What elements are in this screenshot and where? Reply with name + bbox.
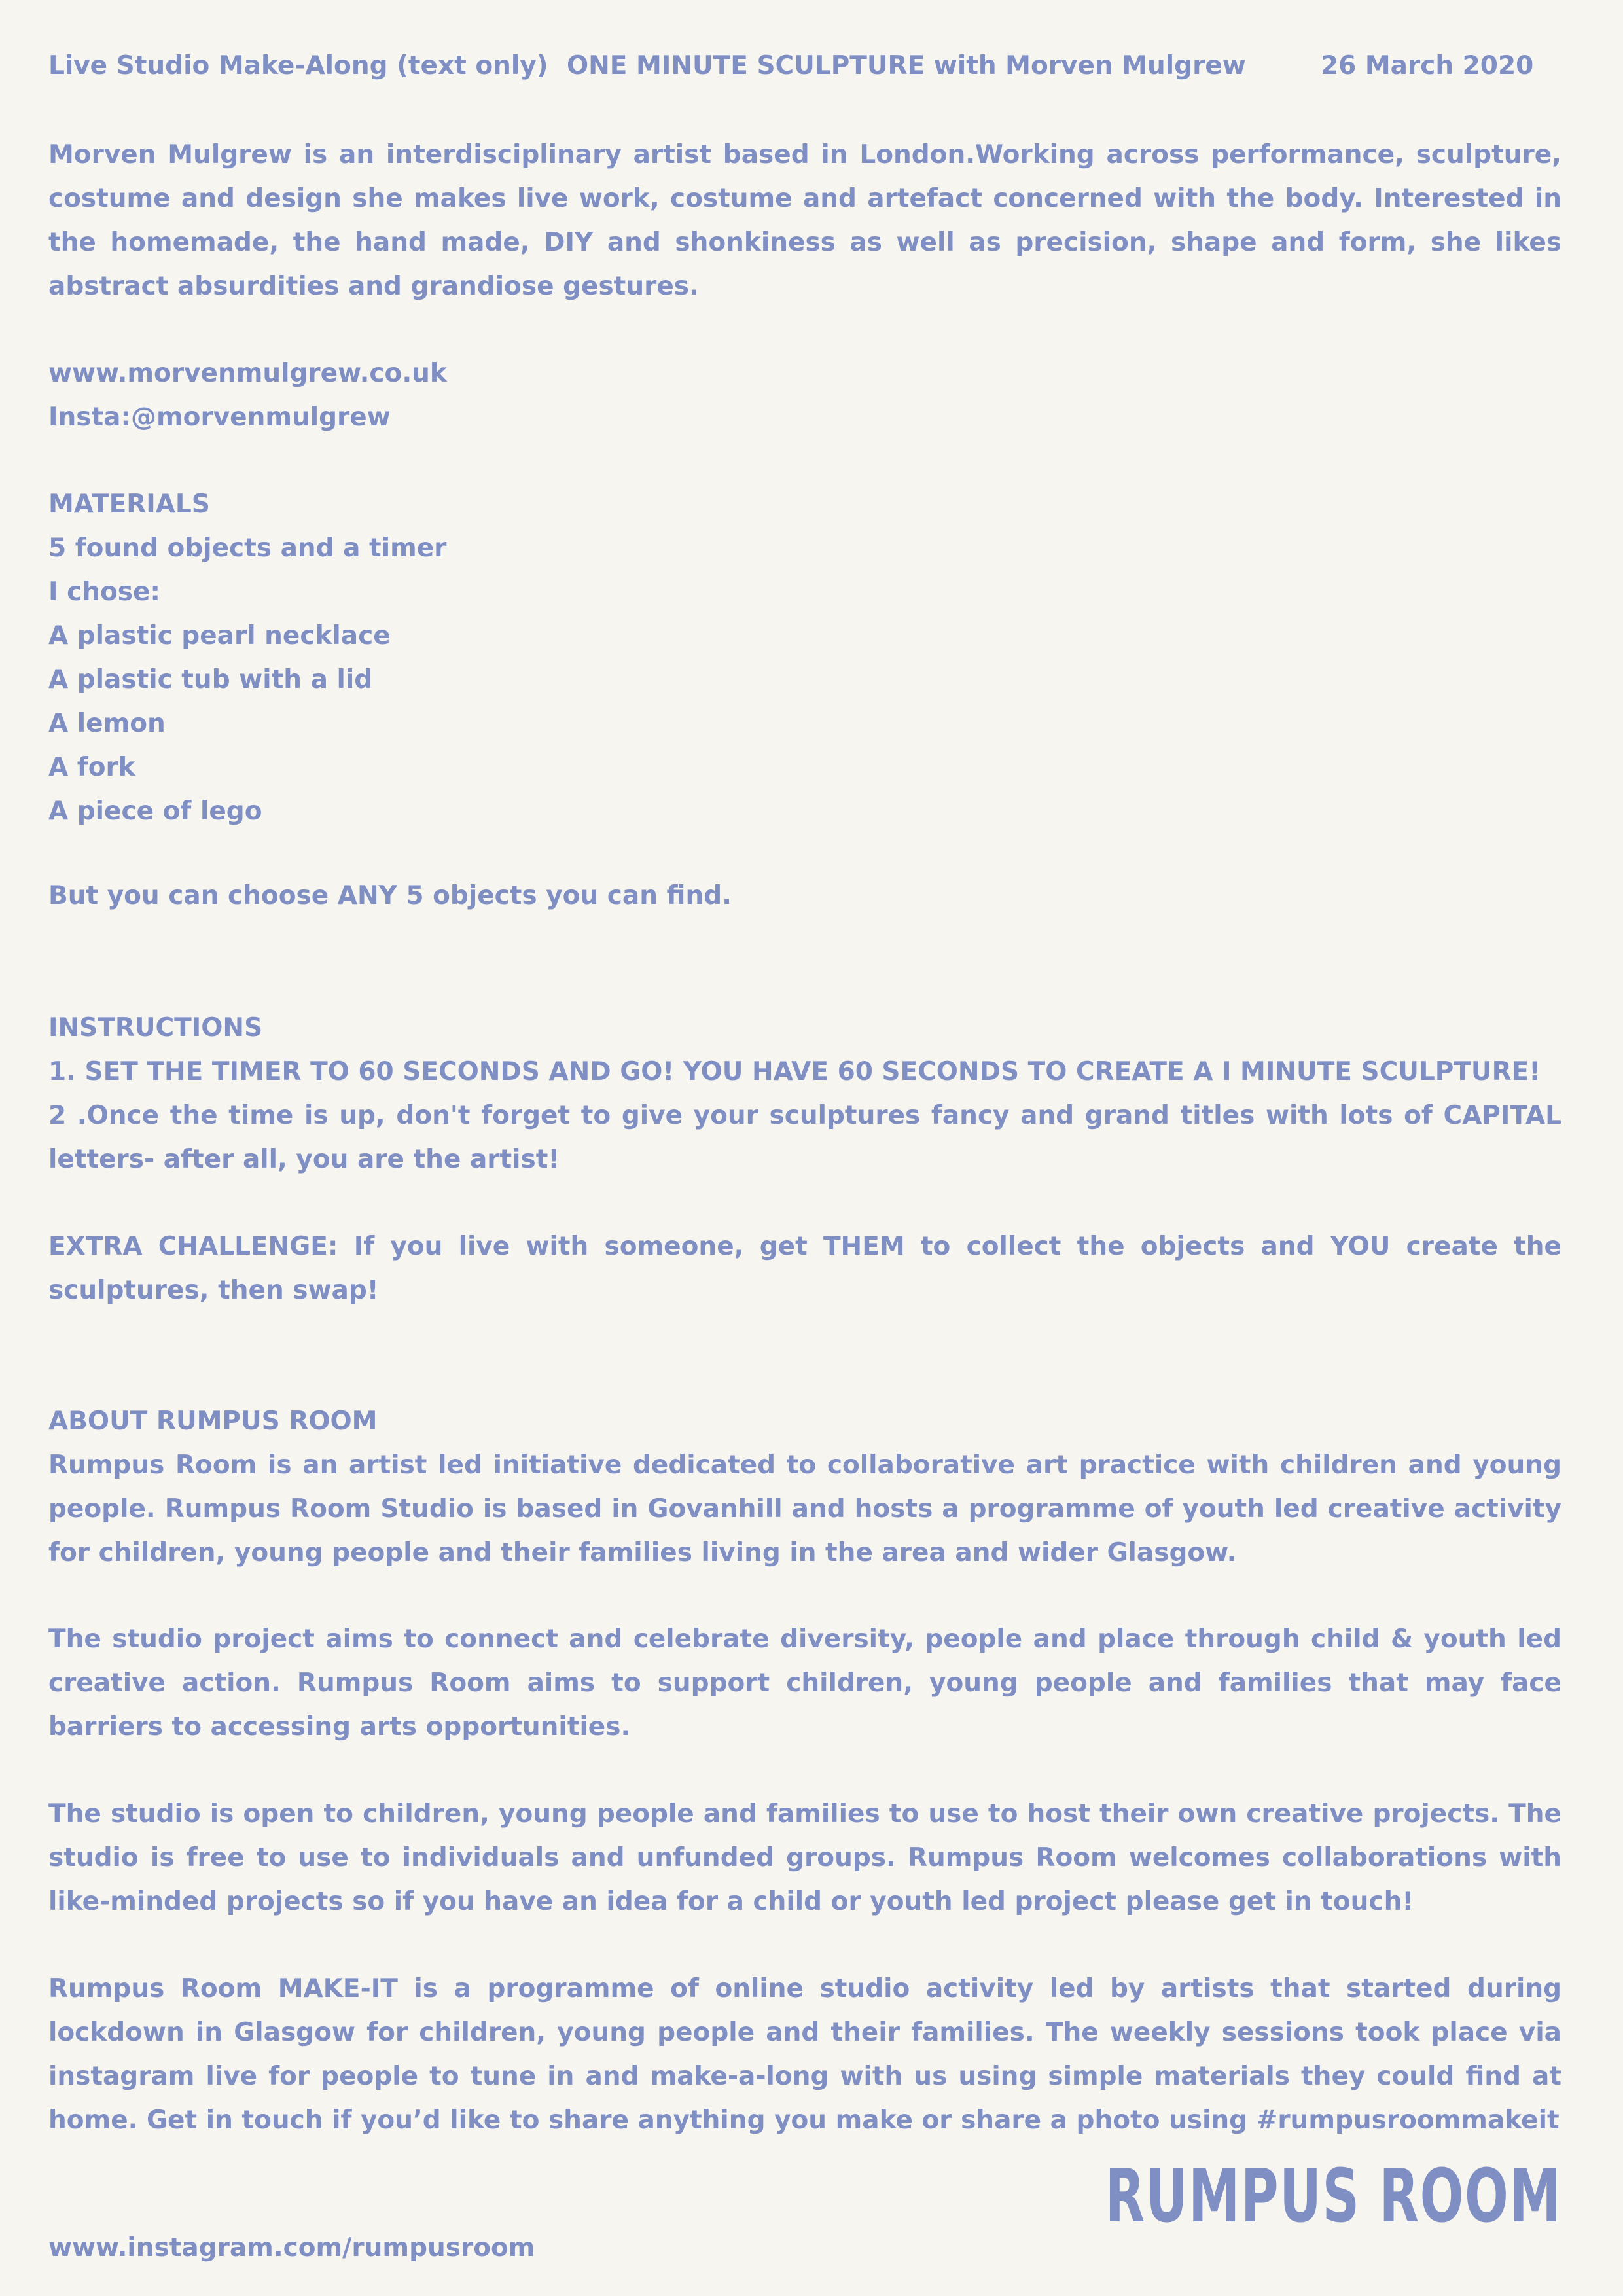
instructions-section: [48, 1006, 1561, 1181]
materials-section: [48, 482, 1561, 833]
extra-challenge-section: [48, 1225, 1561, 1312]
materials-line: A plastic tub with a lid: [48, 665, 373, 694]
about-heading: ABOUT RUMPUS ROOM: [48, 1407, 378, 1436]
about-paragraph-3-section: [48, 1792, 1561, 1924]
materials-line: A plastic pearl necklace: [48, 621, 391, 651]
about-section: [48, 1399, 1561, 1575]
website-link[interactable]: www.morvenmulgrew.co.uk: [48, 359, 447, 388]
about-paragraph-4: Rumpus Room MAKE-IT is a programme of online studio activity led by artists that started during lockdown in Glasgow for children, young people and their families. The weekly sessions took place via instagram live for people to tune in and make-a-long with us using simple materials they could find at home. Get in touch if you’d like to share anything you make or share a photo using #rumpusroommakeit: [48, 1974, 1561, 2135]
header-session-type: Live Studio Make-Along (text only): [48, 51, 548, 81]
header-date: 26 March 2020: [1321, 51, 1534, 81]
instructions-heading: INSTRUCTIONS: [48, 1013, 263, 1043]
materials-line: A piece of lego: [48, 797, 262, 826]
materials-line: A lemon: [48, 709, 166, 738]
materials-line: 5 found objects and a timer: [48, 533, 447, 563]
materials-line: I chose:: [48, 577, 161, 607]
about-paragraph-2-section: [48, 1617, 1561, 1749]
intro-paragraph: Morven Mulgrew is an interdisciplinary artist based in London.Working across performance, sculpture, costume and design she makes live work, costume and artefact concerned with the body. Interested in the homemade, the hand made, DIY and shonkiness as well as precision, shape and form, she likes abstract absurdities and grandiose gestures.: [48, 140, 1561, 301]
materials-note: But you can choose ANY 5 objects you can find.: [48, 881, 732, 910]
footer: [48, 2226, 1561, 2270]
materials-line: A fork: [48, 753, 135, 782]
instruction-step-1: 1. SET THE TIMER TO 60 SECONDS AND GO! YOU HAVE 60 SECONDS TO CREATE A I MINUTE SCULPTURE!: [48, 1057, 1541, 1086]
links-section: [48, 351, 1561, 439]
rumpus-room-logo: RUMPUS ROOM: [1105, 2154, 1561, 2239]
about-paragraph-1: Rumpus Room is an artist led initiative dedicated to collaborative art practice with children and young people. Rumpus Room Studio is based in Govanhill and hosts a programme of youth led creative activity for children, young people and their families living in the area and wider Glasgow.: [48, 1450, 1561, 1568]
extra-challenge: EXTRA CHALLENGE: If you live with someone, get THEM to collect the objects and YOU create the sculptures, then swap!: [48, 1232, 1561, 1305]
header-title: ONE MINUTE SCULPTURE with Morven Mulgrew: [567, 51, 1246, 81]
instagram-link[interactable]: www.instagram.com/rumpusroom: [48, 2233, 535, 2263]
instruction-step-2: 2 .Once the time is up, don't forget to give your sculptures fancy and grand titles with lots of CAPITAL letters- after all, you are the artist!: [48, 1101, 1561, 1174]
materials-note-section: [48, 874, 1561, 918]
instagram-handle[interactable]: Insta:@morvenmulgrew: [48, 403, 391, 432]
intro-section: [48, 133, 1561, 308]
about-paragraph-2: The studio project aims to connect and celebrate diversity, people and place through child & youth led creative action. Rumpus Room aims to support children, young people and families that may face barriers to accessing arts opportunities.: [48, 1624, 1561, 1742]
about-paragraph-4-section: [48, 1967, 1561, 2142]
about-paragraph-3: The studio is open to children, young people and families to use to host their own creative projects. The studio is free to use to individuals and unfunded groups. Rumpus Room welcomes collaborations with like-minded projects so if you have an idea for a child or youth led project please get in touch!: [48, 1799, 1561, 1916]
materials-heading: MATERIALS: [48, 490, 210, 519]
